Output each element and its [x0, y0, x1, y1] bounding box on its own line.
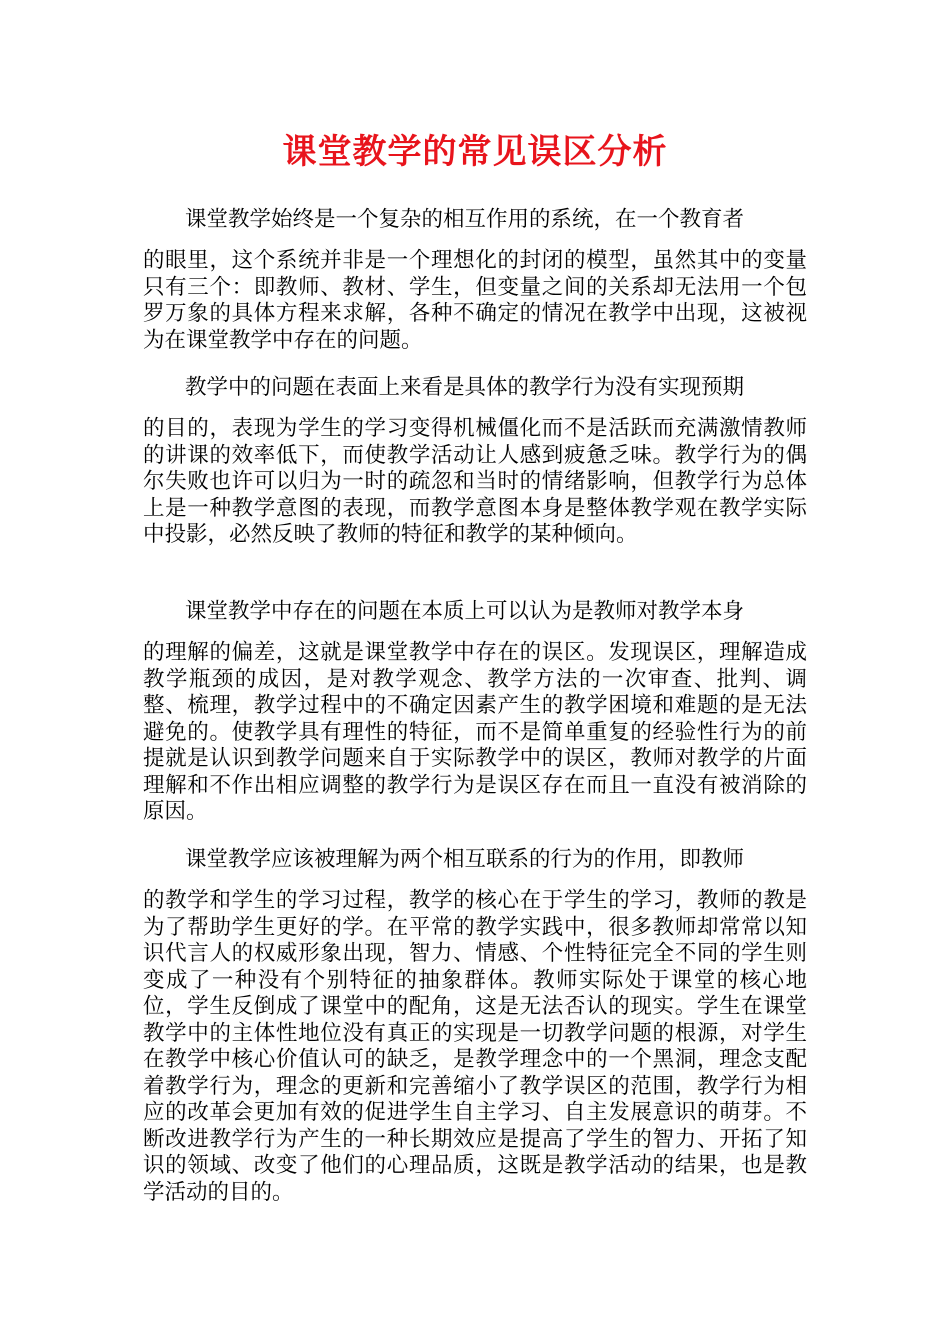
paragraph-4-first-line: 课堂教学应该被理解为两个相互联系的行为的作用，即教师	[185, 847, 745, 872]
paragraph-2-first-line: 教学中的问题在表面上来看是具体的教学行为没有实现预期	[185, 375, 745, 400]
document-title: 课堂教学的常见误区分析	[282, 132, 668, 172]
paragraph-3	[143, 598, 807, 826]
paragraph-1-body: 的眼里，这个系统并非是一个理想化的封闭的模型，虽然其中的变量只有三个：即教师、教材、学生，但变量之间的关系却无法用一个包罗万象的具体方程来求解，各种不确定的情况在教学中出现，这被视为在课堂教学中存在的问题。	[143, 248, 807, 353]
paragraph-1	[143, 206, 807, 354]
paragraph-3-first-line: 课堂教学中存在的问题在本质上可以认为是教师对教学本身	[185, 599, 745, 624]
paragraph-2	[143, 374, 807, 549]
paragraph-2-body: 的目的，表现为学生的学习变得机械僵化而不是活跃而充满激情教师的讲课的效率低下，而使教学活动让人感到疲惫乏味。教学行为的偶尔失败也许可以归为一时的疏忽和当时的情绪影响，但教学行为总体上是一种教学意图的表现，而教学意图本身是整体教学观在教学实际中投影，必然反映了教师的特征和教学的某种倾向。	[143, 416, 807, 547]
paragraph-4-body: 的教学和学生的学习过程，教学的核心在于学生的学习，教师的教是为了帮助学生更好的学。在平常的教学实践中，很多教师却常常以知识代言人的权威形象出现，智力、情感、个性特征完全不同的学生则变成了一种没有个别特征的抽象群体。教师实际处于课堂的核心地位，学生反倒成了课堂中的配角，这是无法否认的现实。学生在课堂教学中的主体性地位没有真正的实现是一切教学问题的根源，对学生在教学中核心价值认可的缺乏，是教学理念中的一个黑洞，理念支配着教学行为，理念的更新和完善缩小了教学误区的范围，教学行为相应的改革会更加有效的促进学生自主学习、自主发展意识的萌芽。不断改进教学行为产生的一种长期效应是提高了学生的智力、开拓了知识的领域、改变了他们的心理品质，这既是教学活动的结果，也是教学活动的目的。	[143, 888, 807, 1205]
paragraph-3-body: 的理解的偏差，这就是课堂教学中存在的误区。发现误区，理解造成教学瓶颈的成因，是对教学观念、教学方法的一次审查、批判、调整、梳理，教学过程中的不确定因素产生的教学困境和难题的是无法避免的。使教学具有理性的特征，而不是简单重复的经验性行为的前提就是认识到教学问题来自于实际教学中的误区，教师对教学的片面理解和不作出相应调整的教学行为是误区存在而且一直没有被消除的原因。	[143, 640, 807, 824]
paragraph-4	[143, 846, 807, 1206]
paragraph-1-first-line: 课堂教学始终是一个复杂的相互作用的系统，在一个教育者	[185, 207, 745, 232]
